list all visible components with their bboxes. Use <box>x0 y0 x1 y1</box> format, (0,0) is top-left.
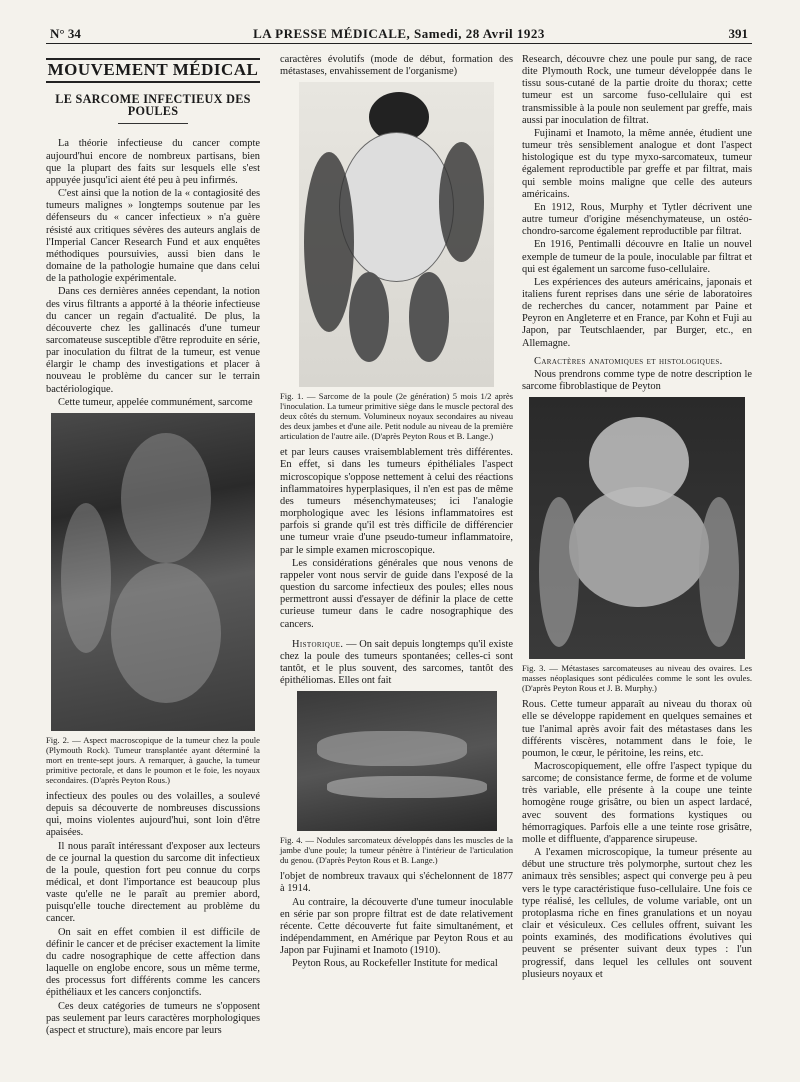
paragraph: Cette tumeur, appelée communément, sarcome <box>58 396 253 408</box>
paragraph: Il nous paraît intéressant d'exposer aux lecteurs de ce journal la question du sarcome dit infectieux de la poule, question fort peu connue du corps médical, et dont l'importance est beaucoup plus vaste qu'elle ne le paraît au premier abord, puisqu'elle touche directement au problème du cancer. <box>46 840 260 925</box>
figure-2-caption: Fig. 2. — Aspect macroscopique de la tumeur chez la poule (Plymouth Rock). Tumeur transplantée ayant déterminé la mort en trente-sept jours. A remarquer, à gauche, la tumeur primitive pectorale, et dans le poumon et le foie, les noyaux secondaires. (D'après Peyton Rous.) <box>46 734 260 785</box>
paragraph: En 1916, Pentimalli découvre en Italie un nouvel exemple de tumeur de la poule, inoculable par filtrat et qui est également un sarcome fuso-cellulaire. <box>522 239 752 275</box>
page-header <box>46 22 752 44</box>
figure-4-caption: Fig. 4. — Nodules sarcomateux développés dans les muscles de la jambe d'une poule; la tumeur pénètre à l'intérieur de l'articulation du genou. (D'après Peyton Rous et B. Lange.) <box>280 835 513 866</box>
figure-1-image <box>299 82 494 387</box>
paragraph: caractères évolutifs (mode de début, formation des métastases, envahissement de l'organisme) <box>280 54 513 78</box>
paragraph: Fujinami et Inamoto, la même année, étudient une tumeur très sensiblement analogue et dont l'aspect histologique est du type myxo-sarcomateux, tumeur également reproductible par greffe et par filtrat, mais qui semble moins maligne que celle des auteurs américains. <box>522 127 752 200</box>
section-subhead: Caractères anatomiques et histologiques. <box>534 355 723 367</box>
paragraph: Les considérations générales que nous venons de rappeler vont nous servir de guide dans l'exposé de la question du sarcome infectieux des poules; elles nous permettront aussi d'essayer de définir la place de cette curieuse tumeur dans le cadre nosographique des cancers. <box>280 557 513 630</box>
paragraph: Au contraire, la découverte d'une tumeur inoculable en série par son propre filtrat est de date relativement récente. Cette découverte fut faite simultanément, et indépendamment, en Amérique par Peyton Rous et au Japon par Fujinami et Inamoto (1910). <box>280 896 513 957</box>
column-3 <box>522 54 752 982</box>
paragraph: l'objet de nombreux travaux qui s'échelonnent de 1877 à 1914. <box>280 871 513 895</box>
paragraph: On sait en effet combien il est difficile de définir le cancer et de préciser exactement la limite du cadre nosographique de cette affection dans laquelle on englobe encore, sous un même terme, des processus fort différents comme les cancers épithéliaux et les cancers conjonctifs. <box>46 926 260 999</box>
rubric-title: MOUVEMENT MÉDICAL <box>46 58 260 83</box>
figure-4-image <box>297 691 497 831</box>
paragraph: A l'examen microscopique, la tumeur présente au début une structure très polymorphe, surtout chez les animaux très sensibles; aspect qui converge peu à peu vers le type caractéristique fuso-cellulaire. Une fois ce type réalisé, les cellules, de volume variable, ont un protoplasma riche en fines granulations et un noyau clair et vésiculeux. Ces cellules offrent, suivant les points examinés, des modifications évolutives qui peuvent se présenter suivant deux types : l'un progressif, dans lequel les cellules ont souvent plusieurs noyaux et <box>522 847 752 980</box>
issue-number: N° 34 <box>50 26 81 41</box>
journal-title: LA PRESSE MÉDICALE, Samedi, 28 Avril 1923 <box>253 26 545 41</box>
paragraph: C'est ainsi que la notion de la « contagiosité des tumeurs malignes » longtemps soutenue par les défenseurs du « cancer infectieux » n'a guère résisté aux critiques sévères des auteurs anglais de l'Imperial Cancer Research Fund et aux enquêtes méthodiques poursuivies, aussi bien dans le domaine de la pathologie humaine que dans celui de la pathologie expérimentale. <box>46 188 260 285</box>
column-2 <box>280 54 513 972</box>
figure-3-caption: Fig. 3. — Métastases sarcomateuses au niveau des ovaires. Les masses néoplasiques sont pédiculées comme le sont les ovules. (D'après Peyton Rous et J. B. Murphy.) <box>522 663 752 694</box>
paragraph: Nous prendrons comme type de notre description le sarcome fibroblastique de Peyton <box>522 368 752 393</box>
title-rule <box>118 123 188 124</box>
paragraph: Dans ces dernières années cependant, la notion des virus filtrants a apporté à la théorie infectieuse du cancer un regain d'actualité. De plus, la découverte chez les gallinacés d'une tumeur sarcomateuse susceptible d'être reproduite en série, par inoculation du filtrat de la tumeur, est venue élargir le champ des investigations et placer à nouveau le problème du cancer sur le terrain bactériologique. <box>46 286 260 395</box>
figure-3-image <box>529 397 745 659</box>
paragraph: La théorie infectieuse du cancer compte aujourd'hui encore de nombreux partisans, bien que la plupart des faits sur lesquels elle s'est appuyée jusqu'ici aient été peu à peu infirmés. <box>46 138 260 186</box>
page-number: 391 <box>728 26 748 41</box>
paragraph: et par leurs causes vraisemblablement très différentes. En effet, si dans les tumeurs épithéliales l'aspect microscopique s'oppose nettement à celui des réactions inflammatoires hyperplasiques, il n'en est pas de même des tumeurs mésenchymateuses; ici l'analogie morphologique avec les lésions inflammatoires est parfois si grande qu'il est très difficile de différencier une tumeur vraie d'une pseudo-tumeur inflammatoire, par le simple examen microscopique. <box>280 447 513 556</box>
paragraph: En 1912, Rous, Murphy et Tytler décrivent une autre tumeur d'origine mésenchymateuse, un ostéo-chondro-sarcome également reproductible par filtrat. <box>522 201 752 238</box>
paragraph: Macroscopiquement, elle offre l'aspect typique du sarcome; de consistance ferme, de forme et de volume très variable, elle présente à la coupe une teinte homogène rouge grisâtre, ou bien un aspect lardacé, avec souvent des formations kystiques ou hémorragiques. Parfois elle a une teinte rose grisâtre, molle et diffluente, d'apparence sirupeuse. <box>522 761 752 845</box>
paragraph: infectieux des poules ou des volailles, a soulevé depuis sa découverte de nombreuses discussions qui, moins violentes aujourd'hui, sont loin d'être apaisées. <box>46 790 260 839</box>
column-1 <box>46 54 260 1038</box>
figure-1-caption: Fig. 1. — Sarcome de la poule (2e génération) 5 mois 1/2 après l'inoculation. La tumeur primitive siège dans le muscle pectoral des deux côtés du sternum. Volumineux noyaux secondaires au niveau des deux jambes et d'une aile. Petit nodule au niveau de la première articulation de l'autre aile. (D'après Peyton Rous et B. Lange.) <box>280 391 513 442</box>
article-title: LE SARCOME INFECTIEUX DES POULES <box>55 92 251 119</box>
historique-text: — On sait depuis longtemps qu'il existe chez la poule des tumeurs spontanées; celles-ci sont tantôt, et le plus souvent, des sarcomes, tantôt des épithéliomas. Elles ont fait <box>280 638 513 687</box>
historique-label: Historique. <box>292 638 344 650</box>
paragraph: Rous. Cette tumeur apparaît au niveau du thorax où elle se développe rapidement en quelques semaines et tue l'animal après avoir fait des métastases dans les différents viscères, notamment dans le foie, le poumon, le cœur, le péritoine, les reins, etc. <box>522 699 752 759</box>
paragraph: Research, découvre chez une poule pur sang, de race dite Plymouth Rock, une tumeur développée dans le tissu sous-cutané de la partie droite du thorax; cette tumeur est un sarcome fuso-cellulaire qui est transmissible à la poule non seulement par greffe, mais aussi par inoculation de filtrat. <box>522 54 752 126</box>
figure-2-image <box>51 413 255 731</box>
paragraph: Ces deux catégories de tumeurs ne s'opposent pas seulement par leurs caractères morphologiques (aspect et structure), mais encore par leurs <box>46 1000 260 1036</box>
paragraph: Les expériences des auteurs américains, japonais et italiens furent reprises dans une série de laboratoires de recherches du cancer, notamment par Paine et Peyron en Angleterre et en France, par Kohn et Fuji au Japon, par Teutschlaender, par Burger, etc., en Allemagne. <box>522 276 752 349</box>
paragraph: Peyton Rous, au Rockefeller Institute for medical <box>292 958 498 970</box>
